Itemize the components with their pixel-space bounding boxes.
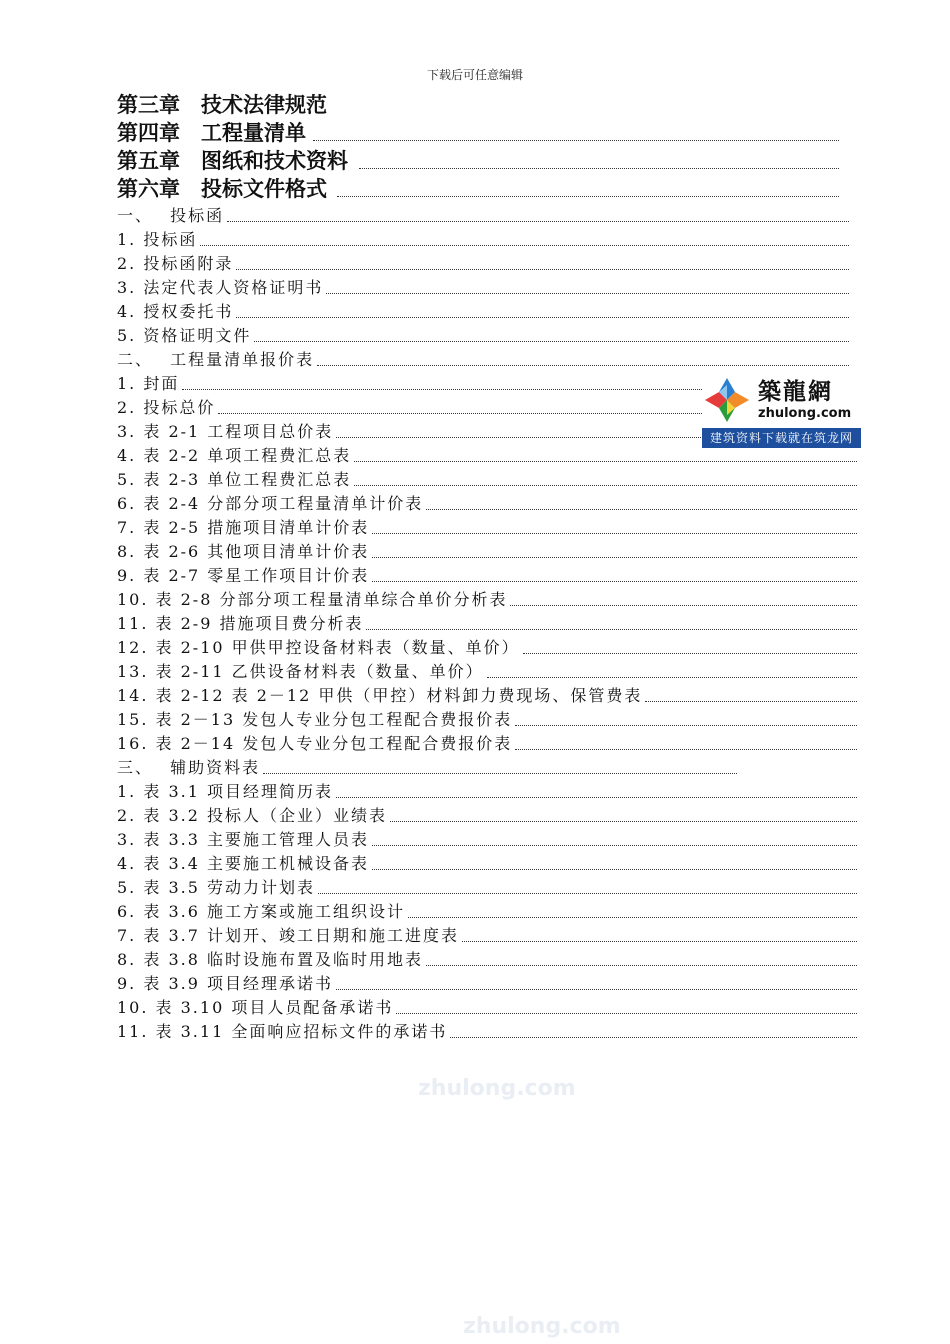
leader-line: [450, 1037, 857, 1038]
toc-item-label: 5. 表 2-3 单位工程费汇总表: [117, 470, 352, 489]
toc-item: [117, 1016, 448, 1040]
toc-item-label: 15. 表 2－13 发包人专业分包工程配合费报价表: [117, 710, 513, 729]
toc-item-label: 三、 辅助资料表: [117, 758, 261, 777]
toc-item-label: 2. 投标函附录: [117, 254, 234, 273]
toc-item-label: 10. 表 2-8 分部分项工程量清单综合单价分析表: [117, 590, 508, 609]
toc-item: [117, 320, 252, 344]
leader-line: [515, 749, 857, 750]
header-note: 下载后可任意编辑: [426, 68, 523, 82]
logo-slogan: 建筑资料下载就在筑龙网: [702, 428, 861, 448]
leader-line: [372, 845, 857, 846]
leader-line: [372, 557, 857, 558]
leader-line: [372, 581, 857, 582]
toc-item-label: 3. 表 2-1 工程项目总价表: [117, 422, 334, 441]
leader-line: [354, 461, 857, 462]
leader-line: [336, 989, 857, 990]
toc-item: [117, 416, 334, 440]
toc-item-label: 2. 表 3.2 投标人（企业）业绩表: [117, 806, 387, 825]
toc-item: [117, 200, 225, 224]
toc-item-label: 10. 表 3.10 项目人员配备承诺书: [117, 998, 394, 1017]
toc-item: [117, 968, 334, 992]
toc-item: [117, 344, 315, 368]
leader-line: [263, 773, 737, 774]
toc-item-label: 3. 表 3.3 主要施工管理人员表: [117, 830, 369, 849]
chapter-label: 第六章 投标文件格式: [117, 176, 327, 201]
toc-item-label: 二、 工程量清单报价表: [117, 350, 315, 369]
toc-item: [117, 944, 424, 968]
toc-item: [117, 296, 234, 320]
zhulong-logo: [702, 372, 861, 452]
toc-item-label: 4. 表 2-2 单项工程费汇总表: [117, 446, 352, 465]
toc-item: [117, 824, 370, 848]
toc-item-label: 4. 授权委托书: [117, 302, 234, 321]
toc-item-label: 1. 封面: [117, 374, 180, 393]
toc-item-label: 8. 表 2-6 其他项目清单计价表: [117, 542, 370, 561]
leader-line: [390, 821, 857, 822]
toc-item-label: 13. 表 2-11 乙供设备材料表（数量、单价）: [117, 662, 484, 681]
leader-line: [326, 293, 849, 294]
chapter-label: 第四章 工程量清单: [117, 120, 306, 145]
toc-item-label: 3. 法定代表人资格证明书: [117, 278, 324, 297]
leader-line: [182, 389, 702, 390]
toc-item-label: 8. 表 3.8 临时设施布置及临时用地表: [117, 950, 423, 969]
leader-line: [254, 341, 849, 342]
chapter-label: 第五章 图纸和技术资料: [117, 148, 348, 173]
leader-line: [408, 917, 857, 918]
toc-item: [117, 440, 352, 464]
toc-item: [117, 536, 370, 560]
toc-item-label: 2. 投标总价: [117, 398, 216, 417]
toc-item: [117, 632, 521, 656]
logo-domain: zhulong.com: [758, 405, 852, 421]
leader-line: [200, 245, 849, 246]
chapter-heading: [117, 88, 328, 115]
toc-item: [117, 992, 394, 1016]
leader-line: [336, 797, 857, 798]
toc-item: [117, 656, 485, 680]
toc-item-label: 5. 表 3.5 劳动力计划表: [117, 878, 315, 897]
toc-item: [117, 224, 198, 248]
leader-line: [227, 221, 849, 222]
leader-line: [645, 701, 857, 702]
toc-item-label: 11. 表 3.11 全面响应招标文件的承诺书: [117, 1022, 448, 1041]
watermark: zhulong.com: [418, 1076, 576, 1101]
toc-item-label: 9. 表 2-7 零星工作项目计价表: [117, 566, 370, 585]
watermark: zhulong.com: [463, 1314, 621, 1339]
leader-line: [354, 485, 857, 486]
toc-item: [117, 512, 370, 536]
toc-item: [117, 872, 316, 896]
toc-item: [117, 752, 261, 776]
toc-item: [117, 392, 216, 416]
leader-line: [236, 269, 849, 270]
leader-line: [462, 941, 857, 942]
toc-item: [117, 368, 180, 392]
toc-item: [117, 728, 513, 752]
toc-item-label: 1. 投标函: [117, 230, 198, 249]
leader-line: [396, 1013, 857, 1014]
chapter-heading: [117, 116, 307, 143]
toc-item-label: 1. 表 3.1 项目经理简历表: [117, 782, 333, 801]
toc-item: [117, 848, 370, 872]
toc-item: [117, 800, 388, 824]
toc-item-label: 6. 表 2-4 分部分项工程量清单计价表: [117, 494, 424, 513]
toc-item: [117, 560, 370, 584]
leader-line: [372, 533, 857, 534]
toc-item: [117, 776, 334, 800]
toc-item-label: 4. 表 3.4 主要施工机械设备表: [117, 854, 369, 873]
toc-item: [117, 704, 513, 728]
toc-item-label: 16. 表 2－14 发包人专业分包工程配合费报价表: [117, 734, 513, 753]
chapter-heading: [117, 144, 349, 171]
logo-name: 築龍網: [758, 377, 833, 405]
leader-line: [426, 965, 857, 966]
toc-item: [117, 608, 364, 632]
toc-item-label: 7. 表 2-5 措施项目清单计价表: [117, 518, 370, 537]
toc-item-label: 12. 表 2-10 甲供甲控设备材料表（数量、单价）: [117, 638, 520, 657]
toc-item: [117, 248, 234, 272]
chapter-label: 第三章 技术法律规范: [117, 92, 327, 117]
toc-item-label: 9. 表 3.9 项目经理承诺书: [117, 974, 333, 993]
leader-line: [317, 365, 849, 366]
toc-item-label: 6. 表 3.6 施工方案或施工组织设计: [117, 902, 405, 921]
toc-item-label: 5. 资格证明文件: [117, 326, 252, 345]
chapter-heading: [117, 172, 328, 199]
toc-item: [117, 680, 643, 704]
leader-line: [218, 413, 702, 414]
logo-flower-icon: [702, 375, 752, 425]
toc-item: [117, 896, 406, 920]
toc-item: [117, 464, 352, 488]
toc-item-label: 7. 表 3.7 计划开、竣工日期和施工进度表: [117, 926, 459, 945]
leader-line: [523, 653, 857, 654]
toc-item: [117, 584, 508, 608]
toc-item-label: 11. 表 2-9 措施项目费分析表: [117, 614, 364, 633]
leader-line: [318, 893, 857, 894]
leader-line: [510, 605, 857, 606]
toc-item: [117, 272, 324, 296]
leader-line: [487, 677, 857, 678]
toc-item: [117, 488, 424, 512]
leader-line: [426, 509, 857, 510]
leader-line: [366, 629, 857, 630]
toc-item-label: 一、 投标函: [117, 206, 225, 225]
toc-item-label: 14. 表 2-12 表 2－12 甲供（甲控）材料卸力费现场、保管费表: [117, 686, 643, 705]
leader-line: [515, 725, 857, 726]
leader-line: [372, 869, 857, 870]
toc-item: [117, 920, 460, 944]
leader-line: [236, 317, 849, 318]
